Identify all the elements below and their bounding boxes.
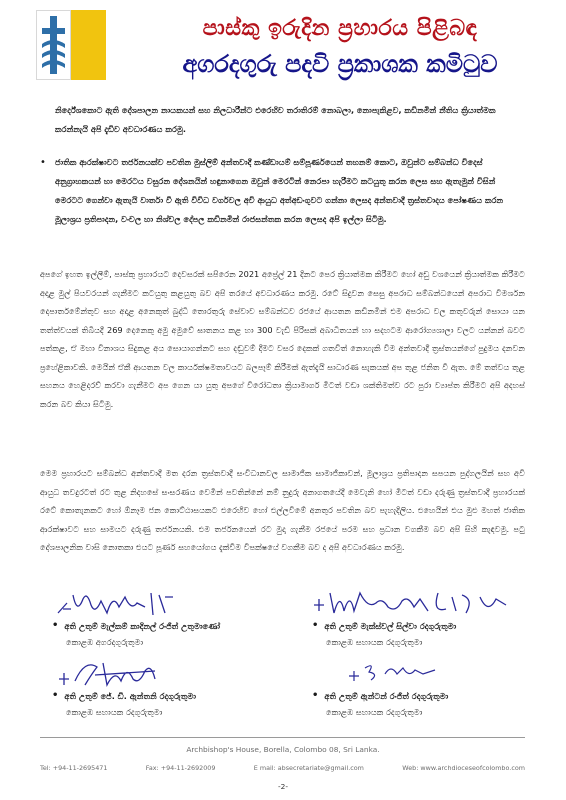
signature-block-4 xyxy=(312,688,542,720)
signatory-title: කොළඹ සහායක රදගුරුතුමා xyxy=(66,707,163,717)
footer-fax: Fax: +94-11-2692009 xyxy=(145,764,216,772)
footer-tel: Tel: +94-11-2695471 xyxy=(40,764,108,772)
footer-contacts xyxy=(40,764,525,772)
footer-web[interactable]: Web: www.archdioceseofcolombo.com xyxy=(402,764,525,772)
page-number: -2- xyxy=(277,782,289,791)
header-title-line2: අගරදගුරු පදවි ප්‍රකාශක කමිටුව xyxy=(182,50,498,78)
signature-block-1 xyxy=(52,618,282,650)
signature-scribble-2 xyxy=(310,585,520,620)
signatory-name: • අති උතුම් මැල්කම් කාදිනල් රංජිත් උතුමාණෝ xyxy=(52,620,221,631)
signatory-name: • අති උතුම් ජේ. ඩී. ඇන්තනි රදගුරුතුමා xyxy=(52,690,197,701)
paragraph-2: මෙම ප්‍රහාරයට සම්බන්ධ අන්තවාදී මත දරන ත්‍රස්තවාදී සංවිධානවල සාමාජික සාමාජිකාවන්, මූලාශ්‍රය ප්‍රතිපාදන සපයන පුද්ගලයින් සහ අවි ආයුධ තවදුරටත් රට තුළ නිදහසේ සංසරණය වෙමින් පවතින්නේ නම් නුදුරු අනාගතයේදී මෙවැනි හෝ මීටත් වඩා දරුණු ත්‍රස්තවාදී ප්‍රහාරයක් රටේ කොතැනකට හෝ ඕනෑම ජන කොට්ඨාසයකට එරෙහිව හෝ එල්ලවීමේ අනතුර පවතින බව පැහැදිලිය. එහෙයින් එය මුළු මහත් ජාතික ආරක්ෂාවට සහ සාමයට දරුණු තර්ජනයකි. එම තර්ජනයෙන් රට මුදා ගැනීම රජයේ පරම සහ ප්‍රධාන වගකීම බව අපි සිහි කැඳවමු. පටු දේශපාලනික වාසි නොතකා එයට පූර්ණ සහයෝගය දැක්වීම විපක්ෂයේ වගකීම බව ද අපි අවධාරණය කරමු. xyxy=(40,468,525,552)
bullet-icon: • xyxy=(40,157,46,168)
signatory-title: කොළඹ සහායක රදගුරුතුමා xyxy=(326,637,423,647)
footer-divider xyxy=(40,737,525,738)
signature-block-3 xyxy=(52,688,282,720)
continued-paragraph: නිර්දේශකොට ඇති දේශපාලන නායකයන් සහ නිලධාරීන්ට එරෙහිව තරාතිරම් නොබලා, නොපැකිළව, කඩිනමින් නීතිය ක්‍රියාත්මක කරන්නැයි අපි දැඩිව අවධාරණය කරමු. xyxy=(55,105,496,134)
signature-block-2 xyxy=(312,618,542,650)
signature-scribble-4 xyxy=(345,660,455,685)
signatory-name: • අති උතුම් ඇන්ටන් රංජිත් රදගුරුතුමා xyxy=(312,690,449,701)
header-title-line1: පාස්කු ඉරුදින ප්‍රහාරය පිළිබඳ xyxy=(202,16,478,41)
bullet-text: ජාතික ආරක්ෂාවට තර්ජනයක්ව පවතින මුස්ලිම් අන්තවාදී කණ්ඩායම් සම්පූර්ණයෙන් තහනම් කොට, ඔවුන්ට සම්බන්ධ විදෙස් අනුග්‍රාහකයන් හා මෙරටය වසුරන දේශනයින් හඳුනාගෙන ඔවුන් මෙරටින් නෙරපා හැරීමට කටයුතු කරන ලෙස සහ ඇතැමුන් විසින් මෙරටට ගෙන්වා ඇතැයි වාර්තා වී ඇති විවිධ වර්ගවල අවි ආයුධ අත්අඩංගුවට ගන්නා ලෙසද අන්තවාදී ත්‍රස්තවාදය පෝෂණය කරන මූලාශ්‍රය ප්‍රතිපාදන, වංචල හා නිශ්චල දේපල කඩිනමින් රාජසන්තක කරන ලෙසද අපි ඉල්ලා සිටිමු. xyxy=(55,157,504,224)
signature-scribble-1 xyxy=(55,585,195,620)
signatory-name: • අති උතුම් මැක්ස්වල් සිල්වා රදගුරුතුමා xyxy=(312,620,457,631)
cross-emblem-icon xyxy=(36,10,106,80)
signatory-title: කොළඹ අගරදගුරුතුමා xyxy=(66,637,144,647)
signatory-title: කොළඹ සහායක රදගුරුතුමා xyxy=(326,707,423,717)
bullet-item xyxy=(40,153,525,229)
signature-scribble-3 xyxy=(55,655,185,690)
footer-address: Archbishop's House, Borella, Colombo 08, Sri Lanka. xyxy=(186,745,380,754)
archdiocese-logo xyxy=(36,10,106,80)
footer-email[interactable]: E mail: absecretariate@gmail.com xyxy=(253,764,364,772)
paragraph-1: අපගේ ඉහත ඉල්ලීම්, පාස්කු ප්‍රහාරයට දෙවසරක් සපිරෙන 2021 අප්‍රේල් 21 දිනට පෙර ක්‍රියාත්මක කිරීමට හෝ අඩු වශයෙන් ක්‍රියාත්මක කිරීමට අදාළ මුල් පියවරයන් ගැනීමට කටයුතු කළයුතු බව අපි තරයේ අවධාරණය කරමු. රටේ සිදුවන සෙසු අපරාධ සම්බන්ධයෙන් අපරාධ විමර්ශන දෙපාර්තමේන්තුව සහ අදාළ අනෙකුත් බුද්ධි තොරතුරු සේවාව සම්බන්ධව රජයේ ආයතන කඩිනමින් එම අපරාධ වල කතුවරුන් සොයා යන තත්ත්වයක් තිබියදී 269 දෙනෙකු අමු අමුවේ ඝාතනය කළ හා 300 වැඩි පිරිසක් අබාධිතයන් හා සදහටම ආරෝග්‍යශාලා වලට යන්නන් බවට පත්කළ, ඒ මහා විනාශය සිදුකළ අය සොයාගන්නට සහ දඬුවම් දීමට වසර දෙකක් ගතවීත් නොහැකි වීම අන්තවාදී ත්‍රස්තයන්ගේ පුදුමය දනවන ප්‍රහේළිකාවකි. මෙයින් ඒකී ආයතන වල කාර්යක්ෂමතාවයට බලපෑම් කිරීමක් ඇත්දැයි සාධාරණ සැකයක් අප තුළ ජනිත වී ඇත. මේ තත්වය තුළ සහනය හෙළිදරව් කරවා ගැනීමට අප ගෙන යා යුතු අපගේ විරෝධතා ක්‍රියාමාර්ග මීටත් වඩා ශක්තිමත්ව රට පුරා ව්‍යාප්ත කිරීමට අපි අදහස් කරන බව කියා සිටිමු. xyxy=(40,269,525,409)
